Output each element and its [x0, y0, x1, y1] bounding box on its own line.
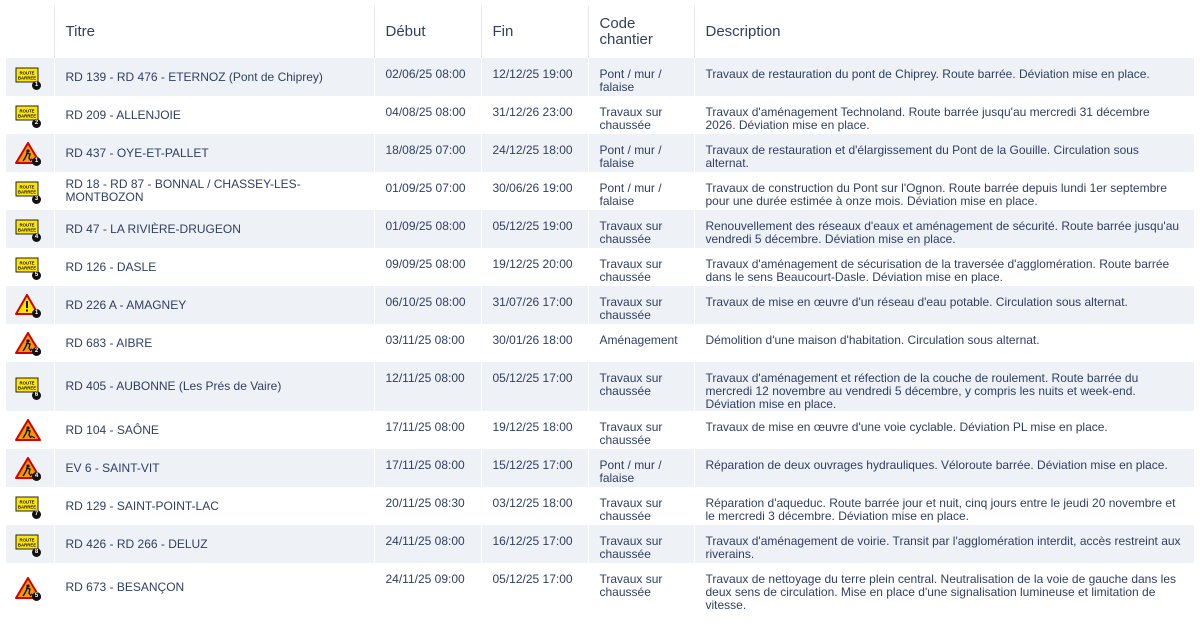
row-code: Travaux sur chaussée [588, 286, 694, 324]
row-title[interactable]: RD 209 - ALLENJOIE [54, 96, 374, 134]
column-header-fin[interactable]: Fin [481, 6, 588, 58]
icon-badge: 6 [32, 391, 41, 400]
row-end-date: 19/12/25 20:00 [481, 248, 588, 286]
svg-text:BARREE: BARREE [17, 385, 37, 390]
row-icon-cell [6, 525, 54, 563]
row-description: Travaux d'aménagement Technoland. Route barrée jusqu'au mercredi 31 décembre 2026. Déviation mise en place. [694, 96, 1194, 134]
row-icon-cell [6, 411, 54, 449]
table-row[interactable] [6, 286, 1194, 324]
roadworks-icon [15, 419, 41, 441]
row-start-date: 03/11/25 08:00 [374, 324, 481, 362]
row-end-date: 15/12/25 17:00 [481, 449, 588, 487]
svg-text:ROUTE: ROUTE [19, 222, 35, 228]
row-start-date: 24/11/25 09:00 [374, 563, 481, 612]
row-description: Travaux de mise en œuvre d'un réseau d'eau potable. Circulation sous alternat. [694, 286, 1194, 324]
roadworks-table [6, 6, 1195, 612]
row-start-date: 04/08/25 08:00 [374, 96, 481, 134]
row-end-date: 12/12/25 19:00 [481, 58, 588, 96]
icon-badge: 4 [32, 233, 41, 242]
row-code: Pont / mur / falaise [588, 134, 694, 172]
row-code: Travaux sur chaussée [588, 96, 694, 134]
row-start-date: 01/09/25 08:00 [374, 210, 481, 248]
route-barree-icon [15, 104, 41, 126]
icon-badge: 1 [32, 157, 41, 166]
table-row[interactable] [6, 248, 1194, 286]
row-code: Travaux sur chaussée [588, 563, 694, 612]
row-icon-cell [6, 248, 54, 286]
row-icon-cell [6, 286, 54, 324]
row-title[interactable]: RD 673 - BESANÇON [54, 563, 374, 612]
roadworks-icon [15, 332, 41, 354]
row-description: Travaux de nettoyage du terre plein central. Neutralisation de la voie de gauche dans les deux sens de circulation. Mise en place d'une signalisation lumineuse et limitation de vitesse. [694, 563, 1194, 612]
row-description: Travaux de mise en œuvre d'une voie cyclable. Déviation PL mise en place. [694, 411, 1194, 449]
table-row[interactable] [6, 563, 1194, 612]
warning-icon [15, 294, 41, 316]
route-barree-icon [15, 180, 41, 202]
row-end-date: 19/12/25 18:00 [481, 411, 588, 449]
icon-badge: 5 [32, 592, 41, 601]
table-row[interactable] [6, 58, 1194, 96]
svg-text:BARREE: BARREE [17, 542, 37, 548]
row-icon-cell [6, 210, 54, 248]
row-code: Travaux sur chaussée [588, 411, 694, 449]
row-description: Travaux d'aménagement de voirie. Transit par l'agglomération interdit, accès restreint aux riverains. [694, 525, 1194, 563]
row-description: Travaux de restauration du pont de Chiprey. Route barrée. Déviation mise en place. [694, 58, 1194, 96]
row-title[interactable]: RD 683 - AIBRE [54, 324, 374, 362]
row-end-date: 05/12/25 19:00 [481, 210, 588, 248]
row-end-date: 24/12/25 18:00 [481, 134, 588, 172]
row-title[interactable]: RD 129 - SAINT-POINT-LAC [54, 487, 374, 525]
table-row[interactable] [6, 172, 1194, 210]
table-row[interactable] [6, 362, 1194, 411]
table-row[interactable] [6, 210, 1194, 248]
table-row[interactable] [6, 411, 1194, 449]
row-start-date: 02/06/25 08:00 [374, 58, 481, 96]
svg-text:ROUTE: ROUTE [19, 380, 35, 385]
column-header-description[interactable]: Description [705, 23, 781, 40]
icon-badge: 4 [32, 472, 41, 481]
svg-text:BARREE: BARREE [17, 189, 37, 195]
row-code: Travaux sur chaussée [588, 525, 694, 563]
table-row[interactable] [6, 324, 1194, 362]
row-icon-cell [6, 172, 54, 210]
route-barree-icon [15, 376, 41, 398]
icon-badge: 1 [32, 81, 41, 90]
row-icon-cell [6, 449, 54, 487]
row-title[interactable]: EV 6 - SAINT-VIT [54, 449, 374, 487]
table-row[interactable] [6, 449, 1194, 487]
row-icon-cell [6, 58, 54, 96]
icon-badge: 7 [32, 510, 41, 519]
row-start-date: 12/11/25 08:00 [374, 362, 481, 411]
row-title[interactable]: RD 104 - SAÔNE [54, 411, 374, 449]
route-barree-icon [15, 66, 41, 88]
icon-badge: 2 [32, 119, 41, 128]
icon-badge: 8 [32, 548, 41, 557]
svg-text:BARREE: BARREE [17, 227, 37, 233]
row-start-date: 20/11/25 08:30 [374, 487, 481, 525]
roadworks-icon [15, 577, 41, 599]
route-barree-icon [15, 218, 41, 240]
row-code: Aménagement [588, 324, 694, 362]
row-start-date: 01/09/25 07:00 [374, 172, 481, 210]
row-icon-cell [6, 362, 54, 411]
row-end-date: 05/12/25 17:00 [481, 362, 588, 411]
row-description: Travaux de construction du Pont sur l'Ognon. Route barrée depuis lundi 1er septembre pour une durée estimée à onze mois. Déviation mise en place. [694, 172, 1194, 210]
column-header-debut[interactable]: Début [374, 6, 481, 58]
row-code: Travaux sur chaussée [588, 210, 694, 248]
row-code: Pont / mur / falaise [588, 172, 694, 210]
row-start-date: 24/11/25 08:00 [374, 525, 481, 563]
svg-text:BARREE: BARREE [17, 504, 37, 510]
row-end-date: 30/01/26 18:00 [481, 324, 588, 362]
row-start-date: 17/11/25 08:00 [374, 411, 481, 449]
row-title[interactable]: RD 139 - RD 476 - ETERNOZ (Pont de Chiprey) [54, 58, 374, 96]
svg-text:BARREE: BARREE [17, 113, 37, 119]
row-end-date: 31/12/26 23:00 [481, 96, 588, 134]
table-row[interactable] [6, 487, 1194, 525]
column-header-icon [6, 6, 54, 58]
roadworks-icon [15, 142, 41, 164]
svg-text:ROUTE: ROUTE [19, 499, 35, 505]
icon-badge: 3 [32, 195, 41, 204]
table-row[interactable] [6, 525, 1194, 563]
row-icon-cell [6, 563, 54, 612]
row-title[interactable]: RD 18 - RD 87 - BONNAL / CHASSEY-LES-MONTBOZON [54, 172, 374, 210]
svg-text:ROUTE: ROUTE [19, 70, 35, 76]
row-end-date: 16/12/25 17:00 [481, 525, 588, 563]
row-code: Travaux sur chaussée [588, 248, 694, 286]
row-description: Travaux d'aménagement de sécurisation de la traversée d'agglomération. Route barrée dans le sens Beaucourt-Dasle. Déviation mise en place. [694, 248, 1194, 286]
row-end-date: 31/07/26 17:00 [481, 286, 588, 324]
column-header-titre[interactable]: Titre [54, 6, 374, 58]
icon-badge: 2 [32, 347, 41, 356]
row-end-date: 30/06/26 19:00 [481, 172, 588, 210]
icon-badge: 1 [32, 309, 41, 318]
table-row[interactable] [6, 134, 1194, 172]
svg-text:ROUTE: ROUTE [19, 184, 35, 190]
row-start-date: 17/11/25 08:00 [374, 449, 481, 487]
row-start-date: 18/08/25 07:00 [374, 134, 481, 172]
row-title[interactable]: RD 126 - DASLE [54, 248, 374, 286]
row-icon-cell [6, 134, 54, 172]
row-code: Pont / mur / falaise [588, 58, 694, 96]
table-row[interactable] [6, 96, 1194, 134]
row-title[interactable]: RD 437 - OYE-ET-PALLET [54, 134, 374, 172]
route-barree-icon [15, 495, 41, 517]
row-description: Renouvellement des réseaux d'eaux et aménagement de sécurité. Route barrée jusqu'au vendredi 5 décembre. Déviation mise en place. [694, 210, 1194, 248]
route-barree-icon [15, 533, 41, 555]
row-start-date: 09/09/25 08:00 [374, 248, 481, 286]
row-description: Démolition d'une maison d'habitation. Circulation sous alternat. [694, 324, 1194, 362]
row-title[interactable]: RD 426 - RD 266 - DELUZ [54, 525, 374, 563]
row-code: Travaux sur chaussée [588, 487, 694, 525]
row-description: Travaux d'aménagement et réfection de la couche de roulement. Route barrée du mercredi 12 novembre au vendredi 5 décembre, y compris les nuits et week-end. Déviation mise en place. [694, 362, 1194, 411]
table-header-row [6, 6, 1194, 58]
column-header-code[interactable]: Code chantier [588, 6, 694, 58]
row-code: Pont / mur / falaise [588, 449, 694, 487]
row-title[interactable]: RD 47 - LA RIVIÈRE-DRUGEON [54, 210, 374, 248]
route-barree-icon [15, 256, 41, 278]
row-icon-cell [6, 96, 54, 134]
row-end-date: 05/12/25 17:00 [481, 563, 588, 612]
svg-text:ROUTE: ROUTE [19, 108, 35, 114]
row-description: Réparation d'aqueduc. Route barrée jour et nuit, cinq jours entre le jeudi 20 novembre et le mercredi 3 décembre. Déviation mise en place. [694, 487, 1194, 525]
row-description: Travaux de restauration et d'élargissement du Pont de la Gouille. Circulation sous alternat. [694, 134, 1194, 172]
row-icon-cell [6, 324, 54, 362]
svg-text:ROUTE: ROUTE [19, 260, 35, 266]
svg-text:BARREE: BARREE [17, 265, 37, 271]
row-icon-cell [6, 487, 54, 525]
row-start-date: 06/10/25 08:00 [374, 286, 481, 324]
row-code: Travaux sur chaussée [588, 362, 694, 411]
roadworks-icon [15, 457, 41, 479]
svg-text:BARREE: BARREE [17, 75, 37, 81]
row-end-date: 03/12/25 18:00 [481, 487, 588, 525]
row-description: Réparation de deux ouvrages hydrauliques. Véloroute barrée. Déviation mise en place. [694, 449, 1194, 487]
row-title[interactable]: RD 226 A - AMAGNEY [54, 286, 374, 324]
icon-badge: 5 [32, 271, 41, 280]
row-title[interactable]: RD 405 - AUBONNE (Les Prés de Vaire) [54, 362, 374, 411]
svg-text:ROUTE: ROUTE [19, 537, 35, 543]
